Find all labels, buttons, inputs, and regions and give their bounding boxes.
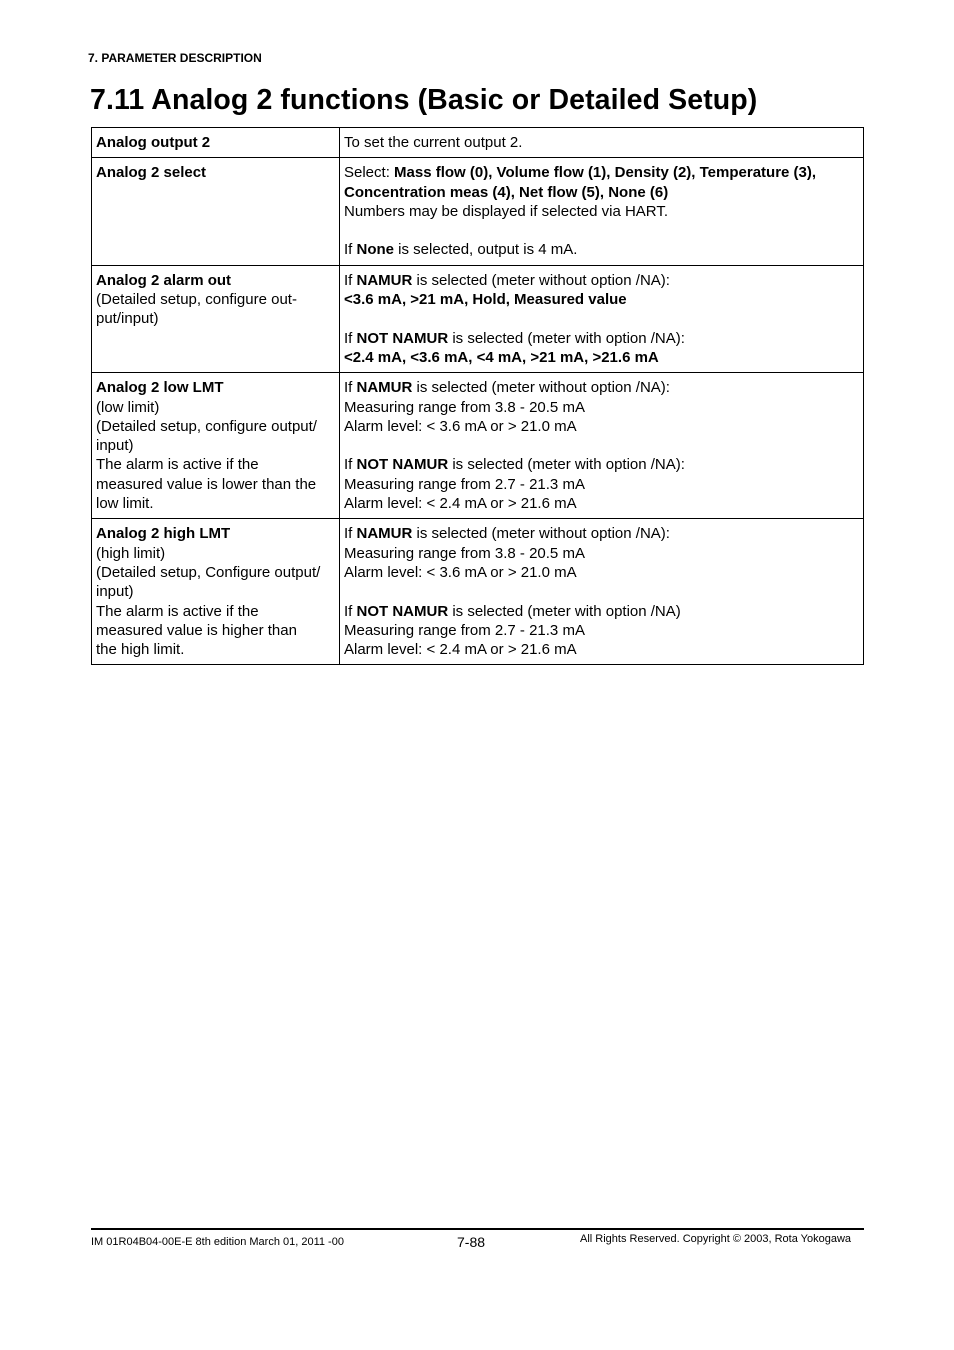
parameter-note: low limit. bbox=[96, 495, 154, 513]
document-id: IM 01R04B04-00E-E 8th edition March 01, 2011 -00 bbox=[91, 1236, 344, 1248]
not-namur-condition: If NOT NAMUR is selected (meter with option /NA): bbox=[344, 456, 685, 474]
namur-values: <3.6 mA, >21 mA, Hold, Measured value bbox=[344, 291, 627, 309]
not-namur-values: <2.4 mA, <3.6 mA, <4 mA, >21 mA, >21.6 mA bbox=[344, 348, 659, 366]
table-row bbox=[92, 265, 864, 372]
page-number: 7-88 bbox=[457, 1234, 486, 1250]
parameter-description-cell bbox=[340, 373, 864, 519]
parameter-description-cell bbox=[340, 158, 864, 265]
parameter-note: input) bbox=[96, 437, 134, 455]
copyright-notice: All Rights Reserved. Copyright © 2003, Rota Yokogawa bbox=[580, 1233, 852, 1245]
parameter-note: (Detailed setup, configure out- bbox=[96, 291, 297, 309]
parameter-note: (high limit) bbox=[96, 544, 166, 562]
parameter-name: Analog 2 low LMT bbox=[96, 379, 224, 397]
parameter-note: input) bbox=[96, 583, 134, 601]
namur-alarm: Alarm level: < 3.6 mA or > 21.0 mA bbox=[344, 563, 577, 581]
not-namur-alarm: Alarm level: < 2.4 mA or > 21.6 mA bbox=[344, 641, 577, 659]
footer-divider bbox=[91, 1228, 864, 1230]
parameter-note: (Detailed setup, configure output/ bbox=[96, 417, 317, 435]
description-text: To set the current output 2. bbox=[344, 134, 523, 151]
namur-condition: If NAMUR is selected (meter without option /NA): bbox=[344, 525, 670, 543]
not-namur-range: Measuring range from 2.7 - 21.3 mA bbox=[344, 621, 585, 639]
parameter-description-cell bbox=[340, 265, 864, 372]
parameter-name-cell bbox=[92, 128, 340, 158]
parameter-note: The alarm is active if the bbox=[96, 456, 259, 474]
parameter-name-cell bbox=[92, 519, 340, 665]
parameter-note: measured value is lower than the bbox=[96, 475, 317, 493]
page-title: 7.11 Analog 2 functions (Basic or Detailed Setup) bbox=[90, 84, 758, 116]
parameter-name-cell bbox=[92, 158, 340, 265]
table-row bbox=[92, 128, 864, 158]
namur-range: Measuring range from 3.8 - 20.5 mA bbox=[344, 398, 585, 416]
parameter-name: Analog output 2 bbox=[96, 134, 211, 151]
parameter-note: the high limit. bbox=[96, 641, 185, 659]
table-row bbox=[92, 158, 864, 265]
not-namur-condition: If NOT NAMUR is selected (meter with option /NA): bbox=[344, 329, 685, 347]
parameter-note: The alarm is active if the bbox=[96, 602, 259, 620]
not-namur-alarm: Alarm level: < 2.4 mA or > 21.6 mA bbox=[344, 495, 577, 513]
parameter-description-cell bbox=[340, 519, 864, 665]
not-namur-condition: If NOT NAMUR is selected (meter with option /NA) bbox=[344, 602, 681, 620]
namur-alarm: Alarm level: < 3.6 mA or > 21.0 mA bbox=[344, 417, 577, 435]
select-options-line: Select: Mass flow (0), Volume flow (1), Density (2), Temperature (3), bbox=[344, 164, 817, 182]
namur-condition: If NAMUR is selected (meter without option /NA): bbox=[344, 379, 670, 397]
parameter-name: Analog 2 select bbox=[96, 164, 207, 182]
parameter-name-cell bbox=[92, 265, 340, 372]
parameter-note: measured value is higher than bbox=[96, 621, 297, 639]
not-namur-range: Measuring range from 2.7 - 21.3 mA bbox=[344, 475, 585, 493]
namur-range: Measuring range from 3.8 - 20.5 mA bbox=[344, 544, 585, 562]
namur-condition: If NAMUR is selected (meter without option /NA): bbox=[344, 271, 670, 289]
section-header: 7. PARAMETER DESCRIPTION bbox=[88, 51, 262, 65]
parameter-name: Analog 2 high LMT bbox=[96, 525, 231, 543]
table-row bbox=[92, 519, 864, 665]
parameter-note: put/input) bbox=[96, 310, 159, 328]
select-options-line: Concentration meas (4), Net flow (5), None (6) bbox=[344, 183, 669, 201]
none-note: If None is selected, output is 4 mA. bbox=[344, 241, 578, 259]
parameter-table bbox=[91, 127, 864, 665]
parameter-name: Analog 2 alarm out bbox=[96, 271, 232, 289]
parameter-name-cell bbox=[92, 373, 340, 519]
hart-note: Numbers may be displayed if selected via HART. bbox=[344, 202, 669, 220]
parameter-description-cell bbox=[340, 128, 864, 158]
parameter-note: (low limit) bbox=[96, 398, 160, 416]
table-row bbox=[92, 373, 864, 519]
parameter-note: (Detailed setup, Configure output/ bbox=[96, 563, 321, 581]
